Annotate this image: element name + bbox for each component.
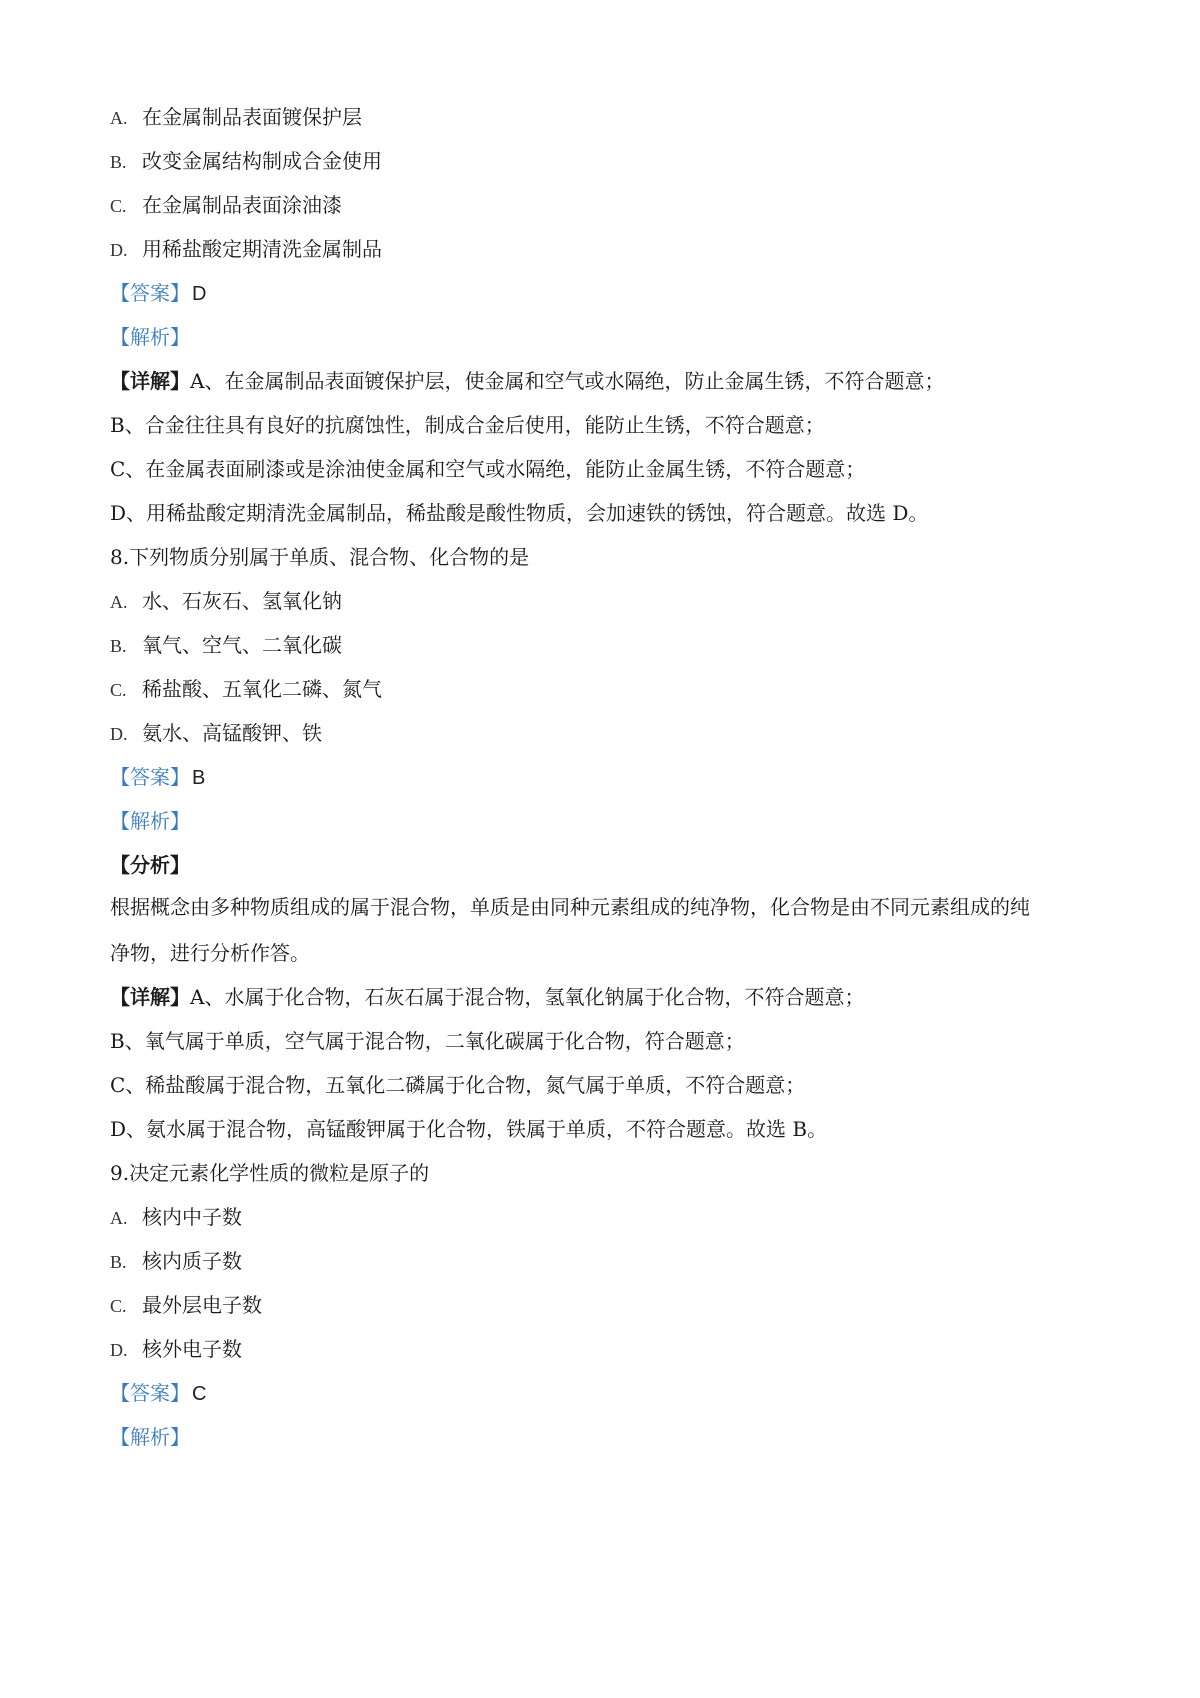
q8-option-a: A. 水、石灰石、氢氧化钠	[110, 589, 342, 613]
q7-detail-line-2: B、合金往往具有良好的抗腐蚀性，制成合金后使用，能防止生锈，不符合题意；	[110, 413, 825, 437]
q8-detail-line-2: B、氧气属于单质，空气属于混合物，二氧化碳属于化合物，符合题意；	[110, 1029, 745, 1053]
q9-option-d: D. 核外电子数	[110, 1337, 242, 1361]
q8-question: 8.下列物质分别属于单质、混合物、化合物的是	[110, 545, 530, 569]
q8-option-c: C. 稀盐酸、五氧化二磷、氮气	[110, 677, 382, 701]
q9-option-c: C. 最外层电子数	[110, 1293, 262, 1317]
q8-answer: 【答案】 B	[110, 765, 206, 789]
q9-option-b: B. 核内质子数	[110, 1249, 242, 1273]
q7-detail-line-1: 【详解】A、在金属制品表面镀保护层，使金属和空气或水隔绝，防止金属生锈，不符合题意；	[110, 369, 945, 393]
q7-option-b: B. 改变金属结构制成合金使用	[110, 149, 382, 173]
q8-fenxi-line-1: 根据概念由多种物质组成的属于混合物，单质是由同种元素组成的纯净物，化合物是由不同元素组成的纯	[110, 895, 1030, 919]
q8-detail-line-1: 【详解】A、水属于化合物，石灰石属于混合物，氢氧化钠属于化合物，不符合题意；	[110, 985, 865, 1009]
q9-question: 9.决定元素化学性质的微粒是原子的	[110, 1161, 430, 1185]
q9-option-a: A. 核内中子数	[110, 1205, 242, 1229]
q7-option-a: A. 在金属制品表面镀保护层	[110, 105, 362, 129]
q7-option-d: D. 用稀盐酸定期清洗金属制品	[110, 237, 382, 261]
q7-analysis-label: 【解析】	[110, 325, 190, 349]
q8-fenxi-label: 【分析】	[110, 853, 190, 877]
q7-detail-line-3: C、在金属表面刷漆或是涂油使金属和空气或水隔绝，能防止金属生锈，不符合题意；	[110, 457, 866, 481]
q7-detail-line-4: D、用稀盐酸定期清洗金属制品，稀盐酸是酸性物质，会加速铁的锈蚀，符合题意。故选 D。	[110, 501, 929, 525]
q8-fenxi-line-2: 净物，进行分析作答。	[110, 941, 310, 965]
q8-option-d: D. 氨水、高锰酸钾、铁	[110, 721, 322, 745]
q9-analysis-label: 【解析】	[110, 1425, 190, 1449]
q8-detail-line-4: D、氨水属于混合物，高锰酸钾属于化合物，铁属于单质，不符合题意。故选 B。	[110, 1117, 828, 1141]
q8-detail-line-3: C、稀盐酸属于混合物，五氧化二磷属于化合物，氮气属于单质，不符合题意；	[110, 1073, 806, 1097]
q8-option-b: B. 氧气、空气、二氧化碳	[110, 633, 342, 657]
q7-option-c: C. 在金属制品表面涂油漆	[110, 193, 342, 217]
q8-analysis-label: 【解析】	[110, 809, 190, 833]
q9-answer: 【答案】 C	[110, 1381, 207, 1405]
q7-answer: 【答案】 D	[110, 281, 207, 305]
